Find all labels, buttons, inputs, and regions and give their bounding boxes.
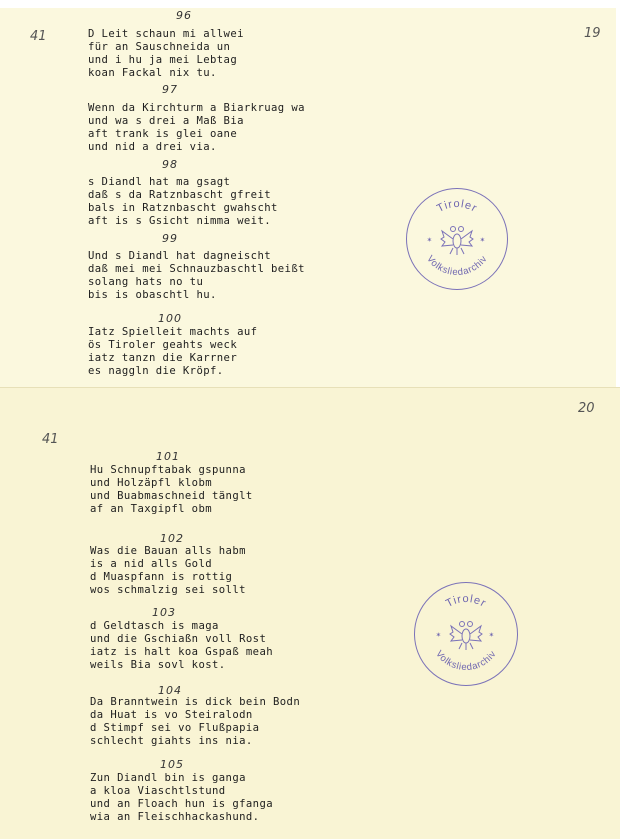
verse-line: Hu Schnupftabak gspunna — [90, 464, 246, 476]
stanza — [88, 176, 278, 228]
verse-line: iatz tanzn die Karrner — [88, 352, 238, 364]
sheet-number: 41 — [42, 432, 59, 447]
verse-line: solang hats no tu — [88, 276, 204, 288]
stanza — [90, 620, 273, 672]
verse-line: Was die Bauan alls habm — [90, 545, 246, 557]
verse-line: es naggln die Kröpf. — [88, 365, 224, 377]
verse-line: daß mei mei Schnauzbaschtl beißt — [88, 263, 305, 275]
stanza-number: 105 — [160, 758, 184, 771]
page-sheet-1 — [0, 8, 616, 390]
verse-line: D Leit schaun mi allwei — [88, 28, 244, 40]
verse-line: d Muaspfann is rottig — [90, 571, 233, 583]
stanza-number: 100 — [158, 312, 182, 325]
star-icon: ✶ — [480, 235, 485, 244]
stanza-number: 99 — [162, 232, 178, 245]
verse-line: wos schmalzig sei sollt — [90, 584, 246, 596]
verse-line: d Stimpf sei vo Flußpapia — [90, 722, 260, 734]
svg-text:Tiroler — [435, 198, 479, 215]
stanza — [88, 102, 305, 154]
verse-line: Wenn da Kirchturm a Biarkruag wa — [88, 102, 305, 114]
stamp-top-text: Tiroler — [434, 197, 480, 215]
verse-line: bis is obaschtl hu. — [88, 289, 217, 301]
verse-line: aft trank is glei oane — [88, 128, 238, 140]
page-number: 20 — [578, 401, 595, 416]
stanza — [88, 28, 244, 80]
verse-line: af an Taxgipfl obm — [90, 503, 213, 515]
verse-line: da Huat is vo Steiralodn — [90, 709, 253, 721]
archive-stamp — [414, 582, 518, 686]
verse-line: is a nid alls Gold — [90, 558, 213, 570]
verse-line: weils Bia sovl kost. — [90, 659, 226, 671]
stanza-number: 102 — [160, 532, 184, 545]
stanza — [88, 250, 305, 302]
verse-line: wia an Fleischhackashund. — [90, 811, 260, 823]
eagle-emblem-icon — [439, 221, 475, 257]
verse-line: daß s da Ratznbascht gfreit — [88, 189, 272, 201]
verse-line: Zun Diandl bin is ganga — [90, 772, 246, 784]
verse-line: d Geldtasch is maga — [90, 620, 219, 632]
verse-line: für an Sauschneida un — [88, 41, 231, 53]
verse-line: Und s Diandl hat dagneischt — [88, 250, 272, 262]
stanza-number: 98 — [162, 158, 178, 171]
verse-line: aft is s Gsicht nimma weit. — [88, 215, 272, 227]
stanza-number: 96 — [176, 9, 192, 22]
archive-stamp — [406, 188, 508, 290]
verse-line: a kloa Viaschtlstund — [90, 785, 226, 797]
verse-line: Iatz Spielleit machts auf — [88, 326, 258, 338]
star-icon: ✶ — [436, 630, 441, 639]
page-sheet-2 — [0, 388, 620, 839]
stanza — [90, 772, 273, 824]
verse-line: koan Fackal nix tu. — [88, 67, 217, 79]
verse-line: bals in Ratznbascht gwahscht — [88, 202, 278, 214]
page-number: 19 — [584, 26, 601, 41]
verse-line: ös Tiroler geahts weck — [88, 339, 238, 351]
verse-line: und i hu ja mei Lebtag — [88, 54, 238, 66]
verse-line: iatz is halt koa Gspaß meah — [90, 646, 274, 658]
star-icon: ✶ — [427, 235, 432, 244]
stamp-bottom-text: Volksliedarchiv — [433, 648, 499, 674]
svg-text:Volksliedarchiv — [424, 254, 490, 278]
verse-line: und die Gschiaßn voll Rost — [90, 633, 267, 645]
stamp-bottom-text: Volksliedarchiv — [424, 253, 490, 279]
stanza-number: 103 — [152, 606, 176, 619]
verse-line: schlecht giahts ins nia. — [90, 735, 253, 747]
stanza — [90, 545, 246, 597]
stanza-number: 97 — [162, 83, 178, 96]
star-icon: ✶ — [489, 630, 494, 639]
stanza — [90, 696, 300, 748]
verse-line: und Holzäpfl klobm — [90, 477, 213, 489]
stanza-number: 101 — [156, 450, 180, 463]
verse-line: und an Floach hun is gfanga — [90, 798, 274, 810]
verse-line: s Diandl hat ma gsagt — [88, 176, 231, 188]
svg-text:Tiroler — [444, 593, 488, 610]
eagle-emblem-icon — [448, 616, 484, 652]
stamp-top-text: Tiroler — [443, 592, 489, 610]
verse-line: Da Branntwein is dick bein Bodn — [90, 696, 301, 708]
verse-line: und nid a drei via. — [88, 141, 217, 153]
verse-line: und wa s drei a Maß Bia — [88, 115, 244, 127]
stanza — [88, 326, 257, 378]
verse-line: und Buabmaschneid tänglt — [90, 490, 253, 502]
stanza-number: 104 — [158, 684, 182, 697]
svg-text:Volksliedarchiv — [433, 649, 499, 673]
sheet-number: 41 — [30, 29, 47, 44]
stanza — [90, 464, 253, 516]
